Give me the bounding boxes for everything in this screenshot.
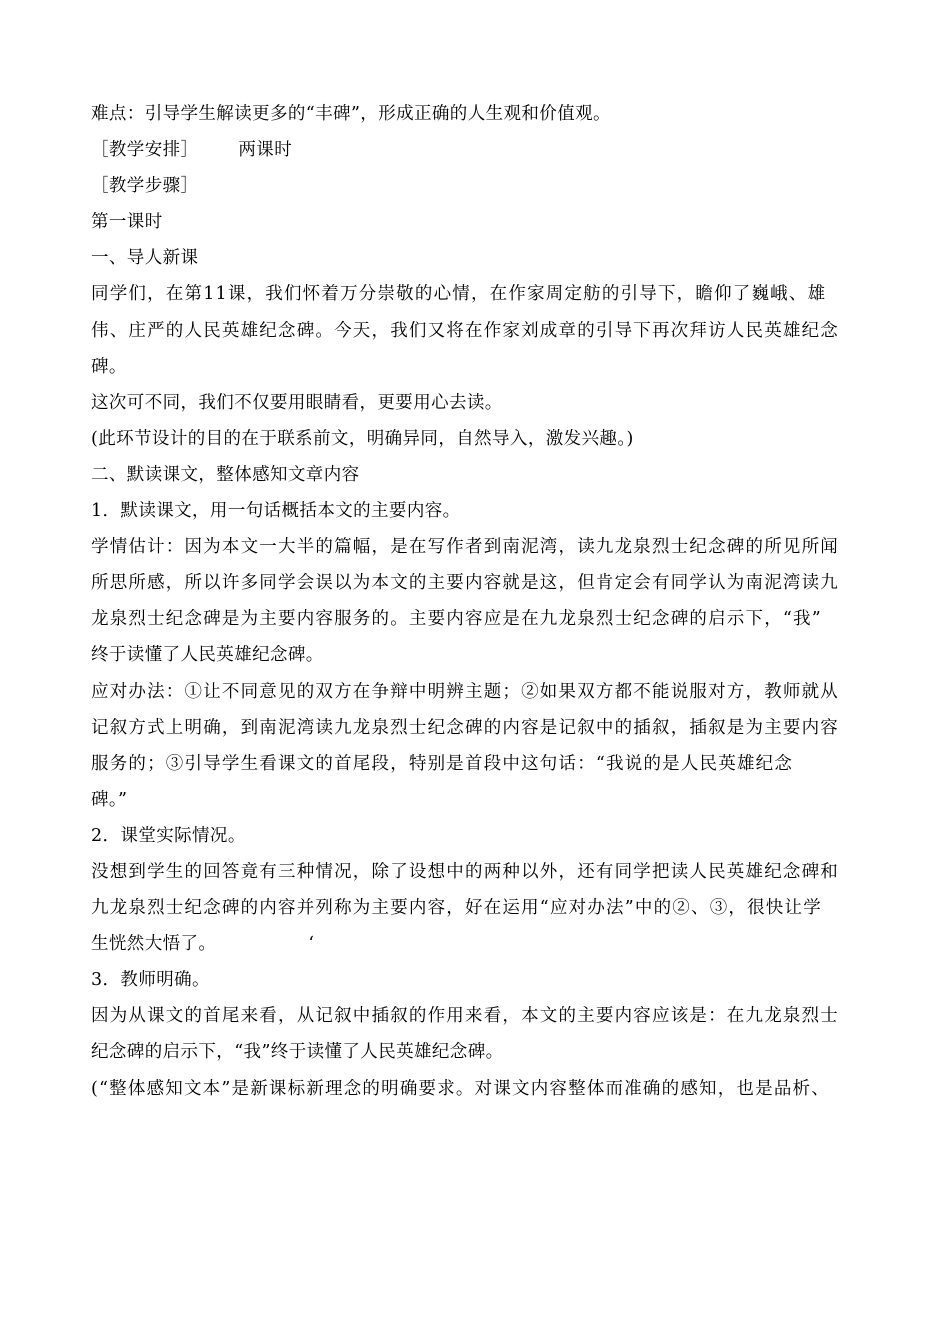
text-line: 难点：引导学生解读更多的“丰碑”，形成正确的人生观和价值观。 bbox=[91, 104, 611, 124]
text-line: 没想到学生的回答竟有三种情况，除了设想中的两种以外，还有同学把读人民英雄纪念碑和 bbox=[91, 861, 839, 882]
text-line: 伟、庄严的人民英雄纪念碑。今天，我们又将在作家刘成章的引导下再次拜访人民英雄纪念 bbox=[91, 320, 839, 341]
section-heading: 二、默读课文，整体感知文章内容 bbox=[91, 464, 360, 485]
text-line: (“整体感知文本”是新课标新理念的明确要求。对课文内容整体而准确的感知，也是品析、 bbox=[91, 1078, 830, 1099]
text-line: 纪念碑的启示下，“我”终于读懂了人民英雄纪念碑。 bbox=[91, 1042, 504, 1063]
text-line: 碑。” bbox=[91, 789, 128, 810]
lesson-heading: 第一课时 bbox=[91, 212, 163, 233]
text-line: 碑。 bbox=[91, 356, 127, 377]
text-line: 终于读懂了人民英雄纪念碑。 bbox=[91, 645, 324, 666]
text-line: 学情估计：因为本文一大半的篇幅，是在写作者到南泥湾，读九龙泉烈士纪念碑的所见所闻 bbox=[91, 537, 839, 558]
text-line: 龙泉烈士纪念碑是为主要内容服务的。主要内容应是在九龙泉烈士纪念碑的启示下，“我” bbox=[91, 609, 822, 630]
text-line: 九龙泉烈士纪念碑的内容并列称为主要内容，好在运用“应对办法”中的②、③，很快让学 bbox=[91, 898, 822, 919]
text-line: 所思所感，所以许多同学会误以为本文的主要内容就是这，但肯定会有同学认为南泥湾读九 bbox=[91, 573, 839, 594]
text-line: 服务的；③引导学生看课文的首尾段，特别是首段中这句话：“我说的是人民英雄纪念 bbox=[91, 753, 794, 774]
text-line: 同学们，在第11课，我们怀着万分崇敬的心情，在作家周定舫的引导下，瞻仰了巍峨、雄 bbox=[91, 284, 827, 305]
stray-mark: ‘ bbox=[308, 934, 315, 955]
text-line: 2．课堂实际情况。 bbox=[91, 825, 246, 846]
schedule-line bbox=[91, 132, 881, 168]
text-line: 应对办法：①让不同意见的双方在争辩中明辨主题；②如果双方都不能说服对方，教师就从 bbox=[91, 681, 839, 702]
text-line: 1．默读课文，用一句话概括本文的主要内容。 bbox=[91, 501, 461, 522]
text-line: 因为从课文的首尾来看，从记叙中插叙的作用来看，本文的主要内容应该是：在九龙泉烈士 bbox=[91, 1006, 839, 1027]
section-heading: ［教学步骤］ bbox=[91, 176, 199, 197]
text-line: 这次可不同，我们不仅要用眼睛看，更要用心去读。 bbox=[91, 392, 503, 413]
section-heading: 一、导人新课 bbox=[91, 248, 199, 269]
text-line-body: 生恍然大悟了。 bbox=[91, 934, 217, 955]
document-page bbox=[91, 96, 881, 1107]
text-line bbox=[91, 926, 881, 962]
text-line: 记叙方式上明确，到南泥湾读九龙泉烈士纪念碑的内容是记叙中的插叙，插叙是为主要内容 bbox=[91, 717, 839, 738]
schedule-label: ［教学安排］ bbox=[91, 140, 199, 161]
schedule-value: 两课时 bbox=[238, 140, 293, 161]
text-line: 3．教师明确。 bbox=[91, 970, 210, 991]
text-line: (此环节设计的目的在于联系前文，明确异同，自然导入，激发兴趣。) bbox=[91, 428, 634, 449]
